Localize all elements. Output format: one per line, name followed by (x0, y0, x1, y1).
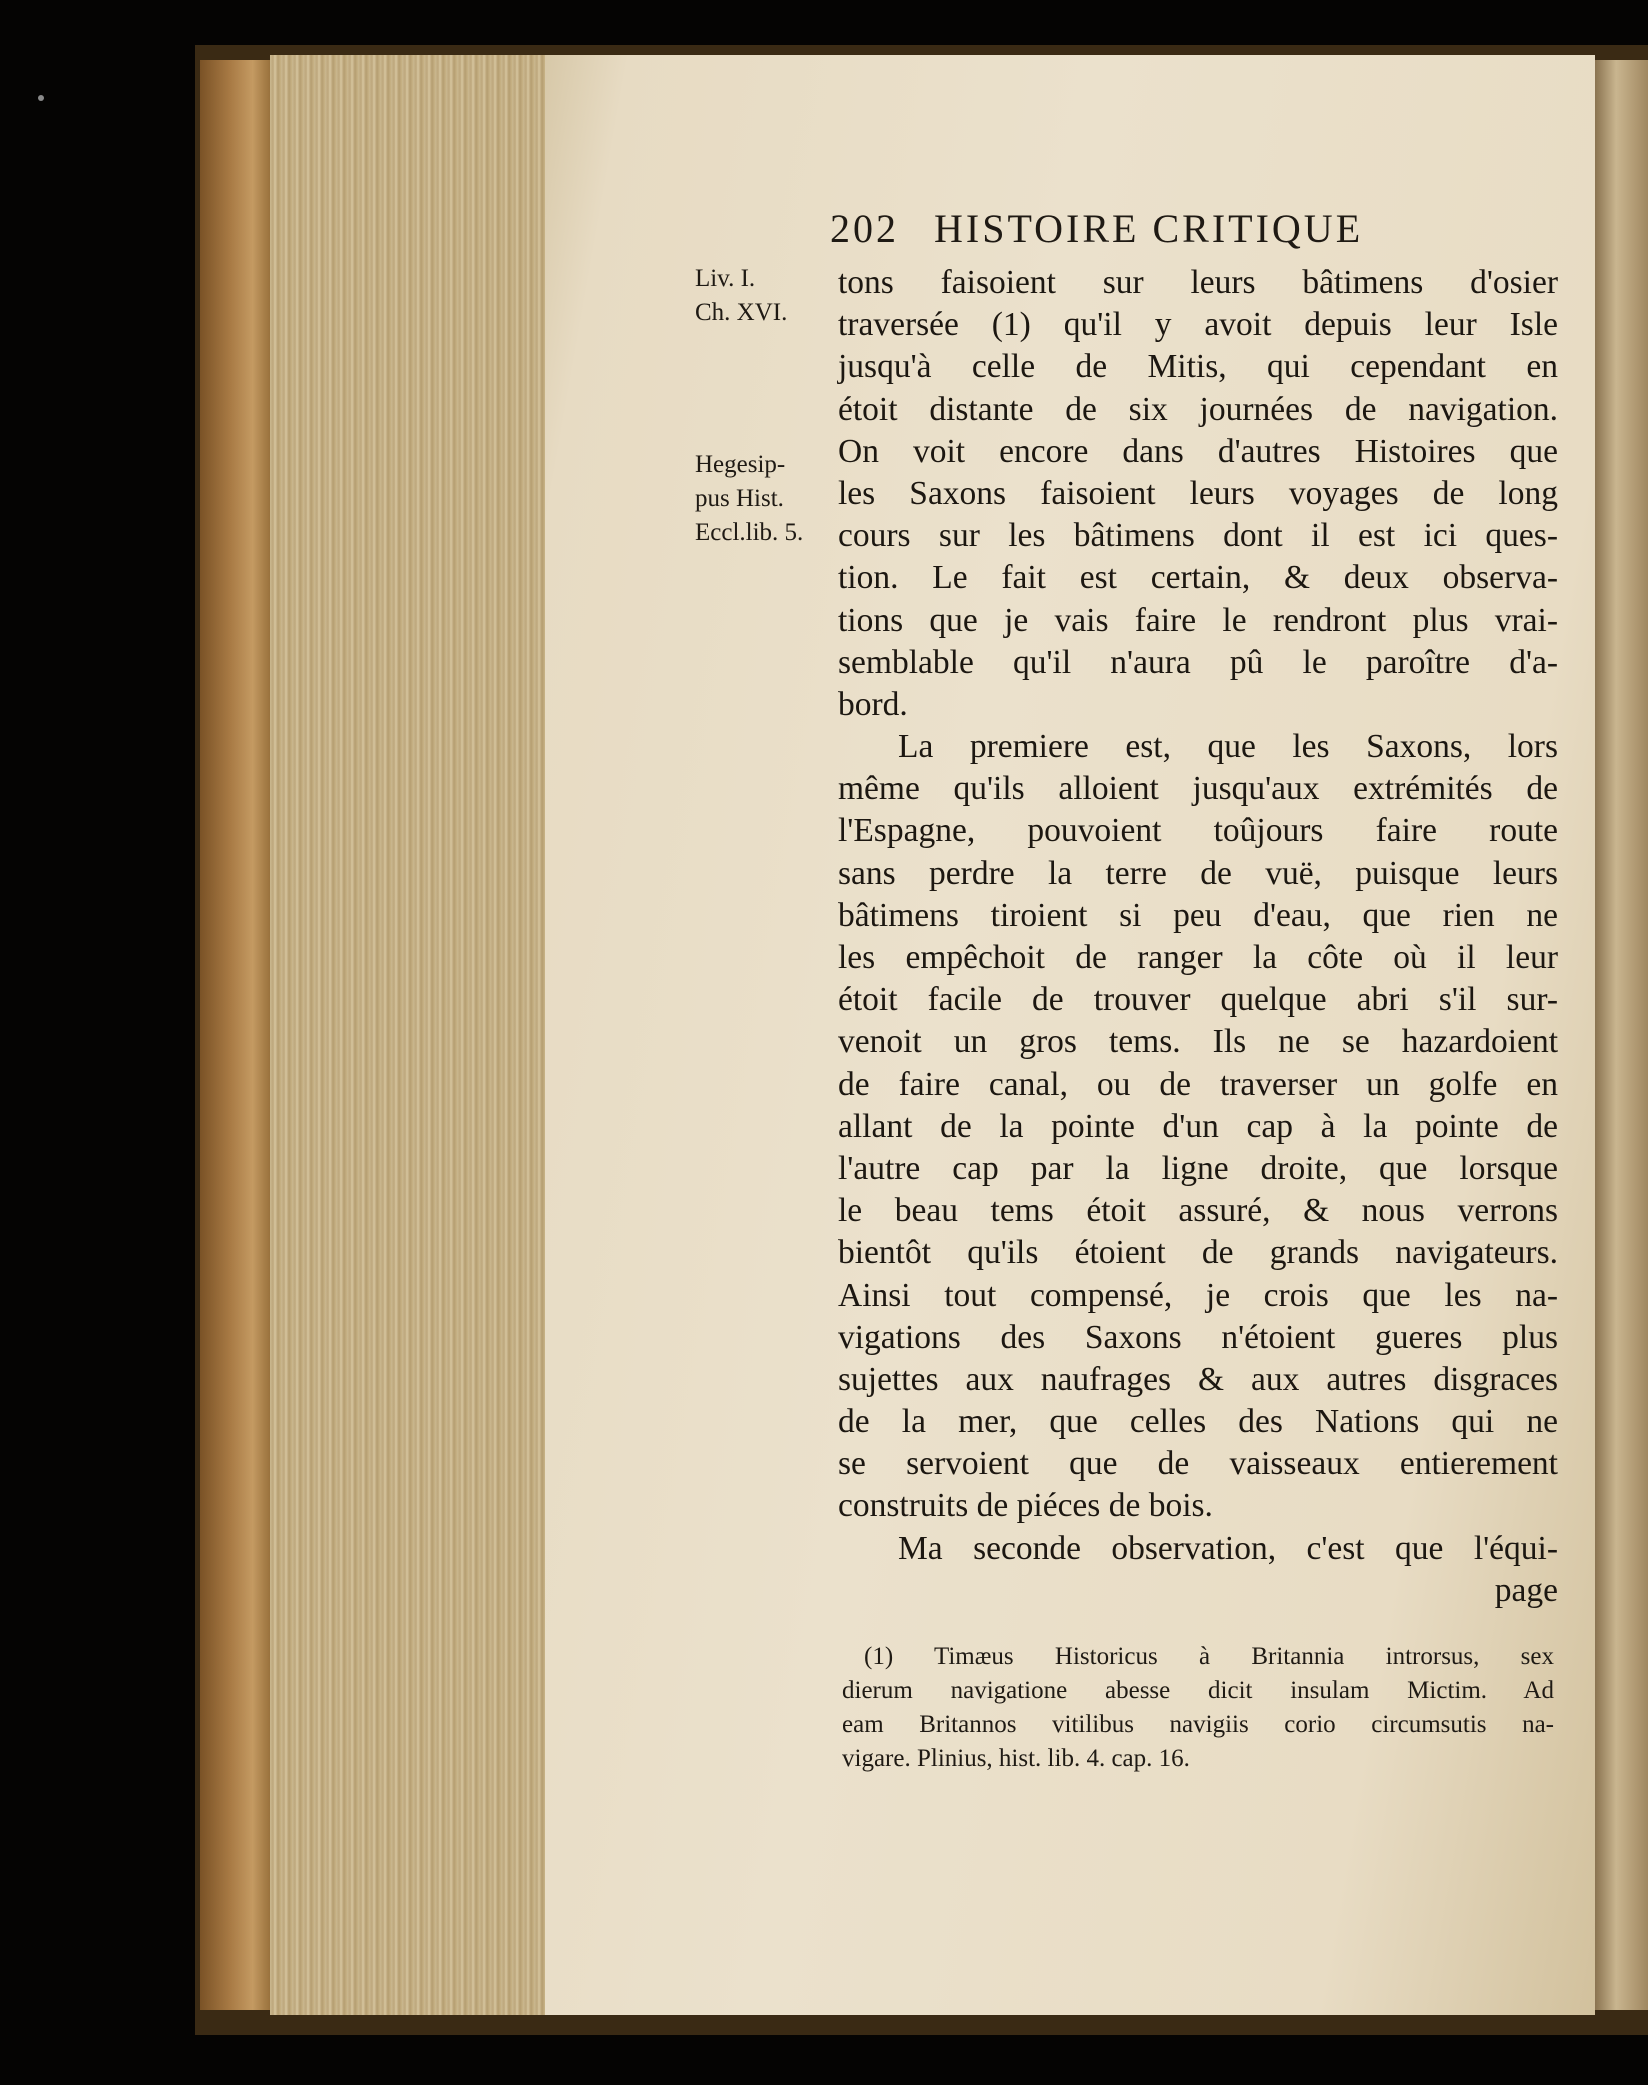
text-line: construits de piéces de bois. (838, 1487, 1213, 1525)
text-line: les Saxons faisoient leurs voyages de long (838, 474, 1558, 512)
text-line: tons faisoient sur leurs bâtimens d'osier (838, 264, 1558, 301)
running-header (830, 205, 1550, 265)
text-line: l'autre cap par la ligne droite, que lorsque (838, 1149, 1558, 1187)
text-line: On voit encore dans d'autres Histoires que (838, 432, 1558, 470)
text-line: étoit facile de trouver quelque abri s'il sur- (838, 981, 1558, 1019)
text-line: La premiere est, que les Saxons, lors (898, 728, 1558, 766)
dust-speck (38, 95, 44, 101)
text-line: bâtimens tiroient si peu d'eau, que rien ne (838, 896, 1558, 934)
text-line: jusqu'à celle de Mitis, qui cependant en (838, 348, 1558, 386)
text-line: les empêchoit de ranger la côte où il leur (838, 939, 1558, 976)
text-line: se servoient que de vaisseaux entierement (838, 1445, 1558, 1483)
footnote-line: dierum navigatione abesse dicit insulam Mictim. Ad (842, 1677, 1554, 1704)
margin-note-source (695, 448, 803, 550)
text-line: Ma seconde observation, c'est que l'équi- (898, 1529, 1558, 1567)
margin-note-line: Eccl.lib. 5. (695, 519, 804, 546)
margin-note-line: Ch. XVI. (695, 299, 788, 326)
text-line: tion. Le fait est certain, & deux observa- (838, 559, 1558, 597)
text-line: traversée (1) qu'il y avoit depuis leur Isle (838, 306, 1558, 344)
footnote (842, 1640, 1554, 1776)
text-line: bord. (838, 685, 908, 723)
text-line: bientôt qu'ils étoient de grands navigateurs. (838, 1234, 1558, 1272)
text-line: le beau tems étoit assuré, & nous verrons (838, 1192, 1558, 1230)
text-line: allant de la pointe d'un cap à la pointe de (838, 1107, 1558, 1145)
body-text (838, 262, 1558, 1612)
margin-note-line: Liv. I. (695, 265, 756, 292)
text-line: sans perdre la terre de vuë, puisque leurs (838, 854, 1558, 892)
text-line: cours sur les bâtimens dont il est ici ques- (838, 517, 1558, 555)
margin-note-line: pus Hist. (695, 485, 784, 512)
text-line: de la mer, que celles des Nations qui ne (838, 1403, 1558, 1441)
book-spine-leather (200, 60, 275, 2010)
margin-note-chapter (695, 262, 787, 330)
facing-page-edge (1595, 60, 1648, 2010)
margin-note-line: Hegesip- (695, 451, 786, 478)
catchword: page (1494, 1571, 1558, 1609)
text-line: sujettes aux naufrages & aux autres disgraces (838, 1360, 1558, 1398)
text-line: venoit un gros tems. Ils ne se hazardoient (838, 1023, 1558, 1061)
footnote-line: (1) Timæus Historicus à Britannia introrsus, sex (864, 1643, 1554, 1670)
text-line: Ainsi tout compensé, je crois que les na- (838, 1276, 1558, 1314)
running-title: HISTOIRE CRITIQUE (934, 206, 1364, 251)
page-number: 202 (830, 206, 899, 251)
text-line: semblable qu'il n'aura pû le paroître d'a- (838, 643, 1558, 681)
text-line: l'Espagne, pouvoient toûjours faire route (838, 812, 1558, 850)
text-line: étoit distante de six journées de navigation. (838, 390, 1558, 428)
text-line: même qu'ils alloient jusqu'aux extrémités de (838, 770, 1558, 808)
footnote-line: eam Britannos vitilibus navigiis corio circumsutis na- (842, 1711, 1554, 1738)
text-line: tions que je vais faire le rendront plus vrai- (838, 601, 1558, 639)
footnote-line: vigare. Plinius, hist. lib. 4. cap. 16. (842, 1745, 1190, 1772)
page-stack-edges (270, 55, 550, 2015)
text-line: de faire canal, ou de traverser un golfe en (838, 1065, 1558, 1103)
text-line: vigations des Saxons n'étoient gueres plus (838, 1318, 1558, 1356)
